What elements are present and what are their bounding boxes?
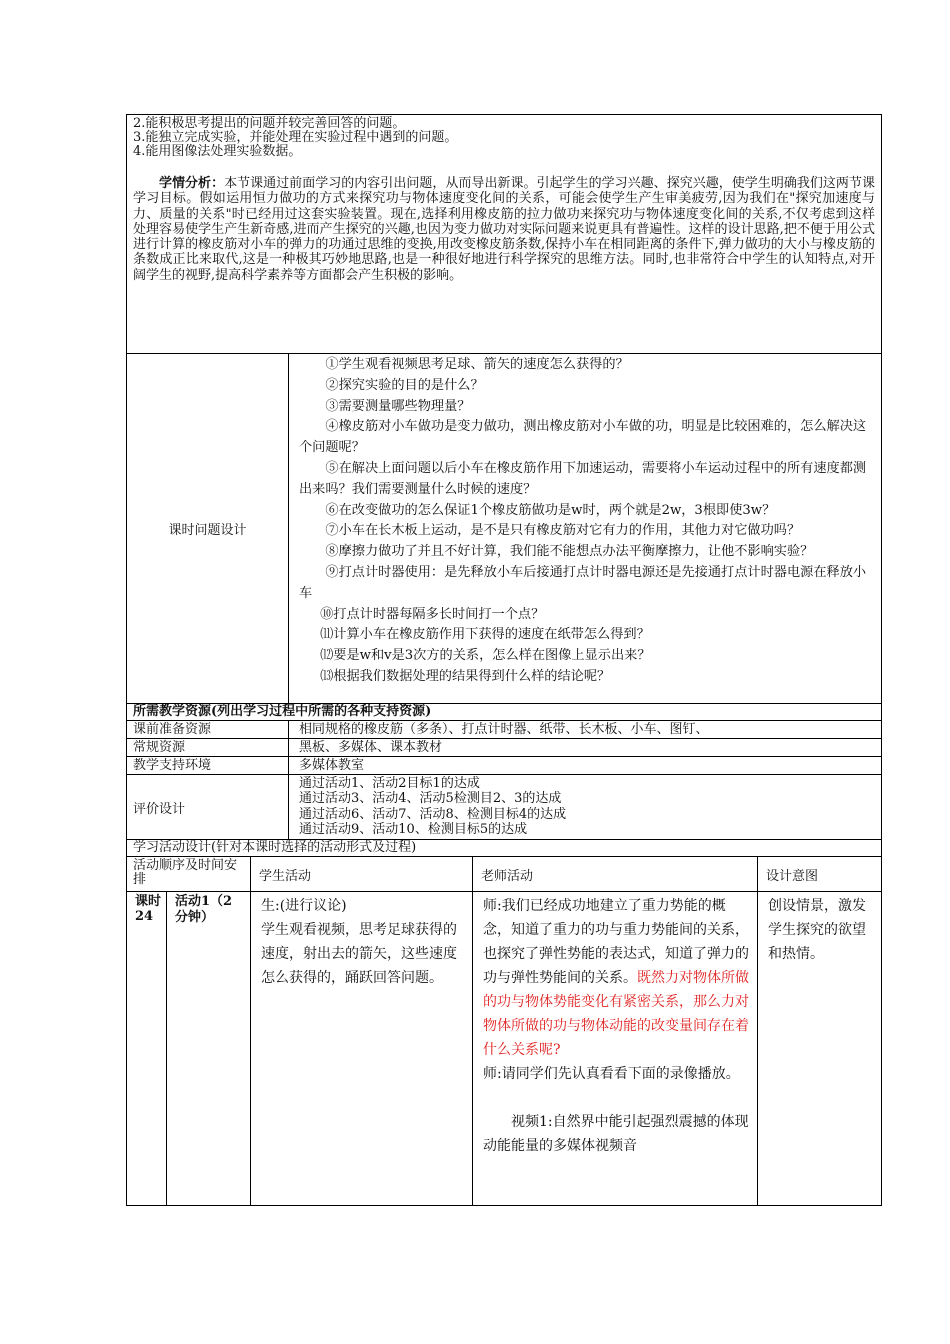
question-item: ⑤在解决上面问题以后小车在橡皮筋作用下加速运动，需要将小车运动过程中的所有速度都测出来吗？我们需要测量什么时候的速度？ [299, 460, 867, 497]
col-teacher: 老师活动 [473, 857, 758, 891]
resources-header: 所需教学资源(列出学习过程中所需的各种支持资源) [127, 704, 881, 721]
col-intent: 设计意图 [766, 868, 819, 884]
question-list [289, 354, 881, 703]
resource-row-prep [127, 721, 881, 739]
resource-row-regular [127, 739, 881, 757]
question-item: ②探究实验的目的是什么？ [325, 377, 484, 393]
question-item: ③需要测量哪些物理量？ [325, 398, 471, 414]
question-item: ①学生观看视频思考足球、箭矢的速度怎么获得的？ [325, 357, 629, 372]
period-cell: 课时24 [127, 892, 167, 1205]
student-line: 生:(进行议论) [261, 898, 347, 914]
question-item: ④橡皮筋对小车做功是变力做功，测出橡皮筋对小车做的功，明显是比较困难的，怎么解决这个问题呢？ [299, 419, 867, 456]
analysis-text: 本节课通过前面学习的内容引出问题，从而导出新课。引起学生的学习兴趣、探究兴趣，使学生明确我们这两节课学习目标。假如运用恒力做功的方式来探究功与物体速度变化间的关系，可能会使学生产生审美疲劳,因为我们在"探究加速度与力、质量的关系"时已经用过这套实验装置。现在,选择利用橡皮筋的拉力做功来探究功与物体速度变化间的关系,不仅考虑到这样处理容易使学生产生新奇感,进而产生探究的兴趣,也因为变力做功对实际问题来说更具有普遍性。这样的设计思路,把不便于用公式进行计算的橡皮筋对小车的弹力的功通过思维的变换,用改变橡皮筋条数,保持小车在相同距离的条件下,弹力做功的大小与橡皮筋的条数成正比来取代,这是一种极其巧妙地思路,也是一种很好地进行科学探究的思维方法。同时,也非常符合中学生的认知特点,对开阔学生的视野,提高科学素养等方面都会产生积极的影响。 [133, 176, 875, 283]
design-intent: 创设情景，激发学生探究的欲望和热情。 [768, 898, 866, 962]
question-item: ⑦小车在长木板上运动，是不是只有橡皮筋对它有力的作用，其他力对它做功吗？ [325, 523, 801, 539]
lesson-plan-table [126, 114, 882, 1206]
student-line: 学生观看视频，思考足球获得的速度，射出去的箭矢，这些速度怎么获得的，踊跃回答问题。 [261, 922, 457, 986]
col-order: 活动顺序及时间安排 [127, 857, 251, 891]
objectives-section [127, 115, 881, 354]
question-item: ⑿要是w和v是3次方的关系，怎么样在图像上显示出来？ [320, 648, 651, 664]
learning-analysis [133, 176, 875, 283]
question-item: ⑾计算小车在橡皮筋作用下获得的速度在纸带怎么得到？ [320, 627, 650, 643]
teacher-activity [473, 892, 758, 1205]
evaluation-section [127, 775, 881, 840]
question-design-label: 课时问题设计 [127, 354, 289, 703]
col-student: 学生活动 [251, 857, 473, 891]
resource-label: 课前准备资源 [127, 721, 289, 738]
resource-value: 多媒体教室 [299, 758, 365, 773]
evaluation-label: 评价设计 [127, 775, 289, 839]
activity-design-header: 学习活动设计(针对本课时选择的活动形式及过程) [127, 840, 881, 857]
resource-value: 黑板、多媒体、课本教材 [299, 740, 443, 755]
teacher-question: 既然力对物体所做的功与物体势能变化有紧密关系，那么力对物体所做的功与物体动能的改变量间存在着什么关系呢? [483, 970, 749, 1058]
evaluation-lines [289, 775, 881, 839]
teacher-intro: 师:我们已经成功地建立了重力势能的概念，知道了重力的功与重力势能间的关系，也探究了弹性势能的表达式，知道了弹力的功与弹性势能间的关系。 [483, 898, 749, 986]
objective-3: 3.能独立完成实验，并能处理在实验过程中遇到的问题。 [133, 130, 458, 145]
activity-row [127, 892, 881, 1205]
student-activity [251, 892, 473, 1205]
resource-label: 教学支持环境 [127, 757, 289, 774]
evaluation-line: 通过活动6、活动7、活动8、检测目标4的达成 [299, 806, 567, 822]
resource-label: 常规资源 [127, 739, 289, 756]
resource-row-environment [127, 757, 881, 775]
analysis-label: 学情分析： [159, 176, 225, 191]
question-item: ⑨打点计时器使用：是先释放小车后接通打点计时器电源还是先接通打点计时器电源在释放小车 [299, 564, 867, 601]
question-design-section [127, 354, 881, 704]
resource-value: 相同规格的橡皮筋（多条）、打点计时器、纸带、长木板、小车、图钉、 [299, 722, 709, 737]
activity-columns-header [127, 857, 881, 892]
question-item: ⒀根据我们数据处理的结果得到什么样的结论呢？ [320, 668, 611, 684]
question-item: ⑥在改变做功的怎么保证1个橡皮筋做功是w时，两个就是2w，3根即使3w？ [325, 502, 776, 518]
evaluation-line: 通过活动1、活动2目标1的达成 [299, 776, 480, 791]
objective-2: 2.能积极思考提出的问题并较完善回答的问题。 [133, 116, 406, 131]
evaluation-line: 通过活动9、活动10、检测目标5的达成 [299, 821, 528, 837]
evaluation-line: 通过活动3、活动4、活动5检测目2、3的达成 [299, 791, 562, 807]
teacher-line: 师:请同学们先认真看看下面的录像播放。 [483, 1066, 740, 1082]
question-item: ⑧摩擦力做功了并且不好计算，我们能不能想点办法平衡摩擦力，让他不影响实验？ [325, 544, 814, 560]
teacher-line: 视频1:自然界中能引起强烈震撼的体现动能能量的多媒体视频音 [483, 1114, 749, 1154]
question-item: ⑩打点计时器每隔多长时间打一个点？ [320, 606, 545, 622]
activity-cell: 活动1（2分钟） [167, 892, 251, 1205]
objective-4: 4.能用图像法处理实验数据。 [133, 144, 302, 159]
